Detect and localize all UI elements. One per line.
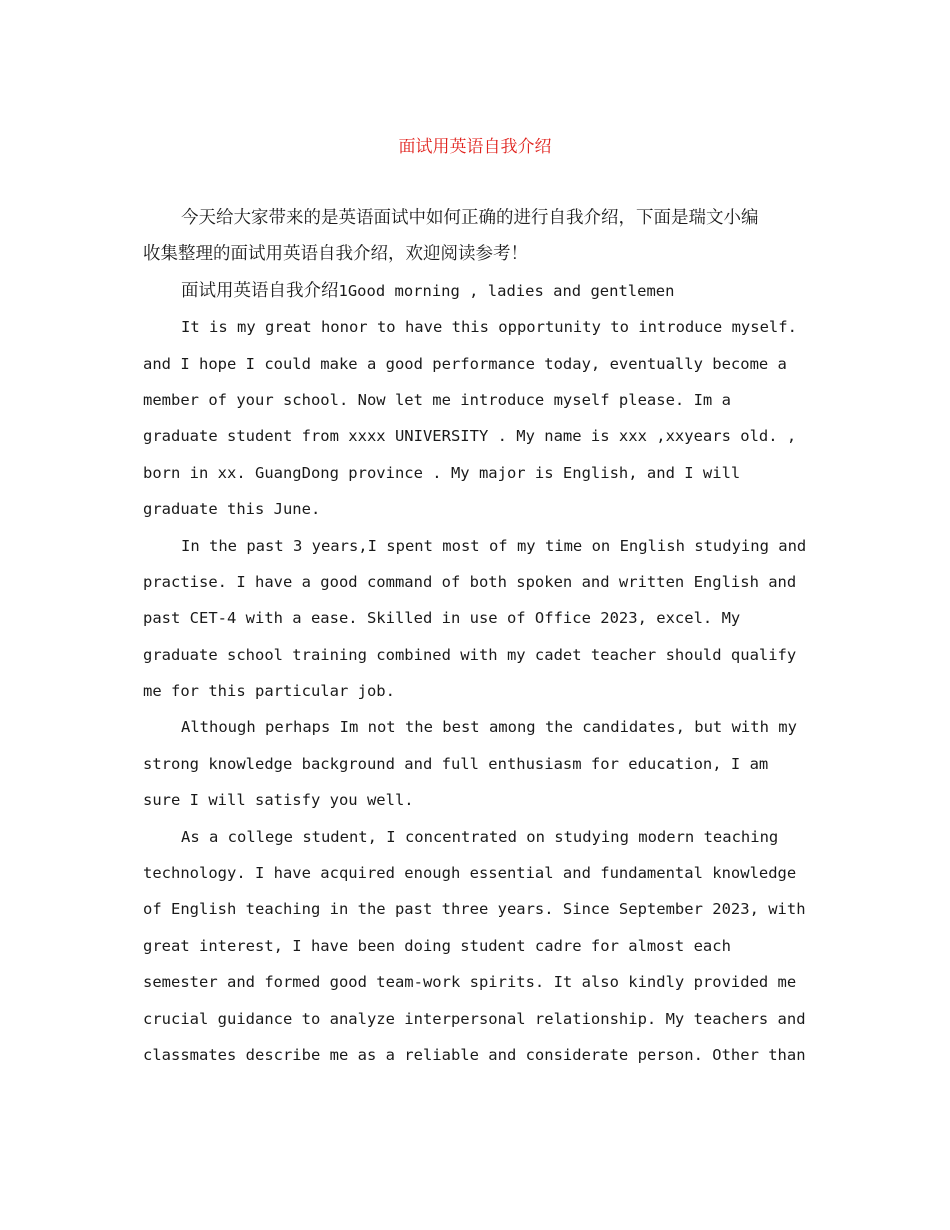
paragraph-line: born in xx. GuangDong province . My major is English, and I will (143, 463, 741, 482)
heading-prefix: 面试用英语自我介绍 (181, 280, 339, 301)
paragraph-line: member of your school. Now let me introduce myself please. Im a (143, 390, 731, 409)
document-title: 面试用英语自我介绍 (398, 137, 552, 157)
paragraph-line: practise. I have a good command of both spoken and written English and (143, 572, 797, 591)
paragraph-line: sure I will satisfy you well. (143, 791, 414, 810)
paragraph-line: strong knowledge background and full enthusiasm for education, I am (143, 754, 769, 773)
paragraph-line (143, 273, 811, 309)
paragraph-line: graduate student from xxxx UNIVERSITY . My name is xxx ,xxyears old. , (143, 427, 797, 446)
paragraph-line: graduate this June. (143, 500, 321, 519)
paragraph-line: semester and formed good team-work spirits. It also kindly provided me (143, 973, 797, 992)
paragraph-line: graduate school training combined with my cadet teacher should qualify (143, 645, 797, 664)
paragraph-line: It is my great honor to have this opportunity to introduce myself. (181, 318, 797, 337)
paragraph-line: technology. I have acquired enough essential and fundamental knowledge (143, 864, 797, 883)
paragraph-line: classmates describe me as a reliable and considerate person. Other than (143, 1045, 806, 1064)
paragraph-line: Although perhaps Im not the best among the candidates, but with my (181, 718, 797, 737)
paragraph-line: of English teaching in the past three years. Since September 2023, with (143, 900, 806, 919)
heading-text: 1Good morning , ladies and gentlemen (338, 281, 675, 300)
paragraph-line: crucial guidance to analyze interpersonal relationship. My teachers and (143, 1009, 806, 1028)
paragraph-line: In the past 3 years,I spent most of my time on English studying and (181, 536, 807, 555)
paragraph-line: great interest, I have been doing student cadre for almost each (143, 936, 731, 955)
paragraph-line: As a college student, I concentrated on studying modern teaching (181, 827, 779, 846)
paragraph-line: me for this particular job. (143, 682, 395, 701)
document-body (143, 200, 811, 1073)
paragraph-line: and I hope I could make a good performance today, eventually become a (143, 354, 787, 373)
paragraph-line: 收集整理的面试用英语自我介绍，欢迎阅读参考！ (143, 244, 528, 265)
paragraph-line: past CET-4 with a ease. Skilled in use of Office 2023, excel. My (143, 609, 741, 628)
paragraph-line: 今天给大家带来的是英语面试中如何正确的进行自我介绍，下面是瑞文小编 (181, 208, 759, 228)
